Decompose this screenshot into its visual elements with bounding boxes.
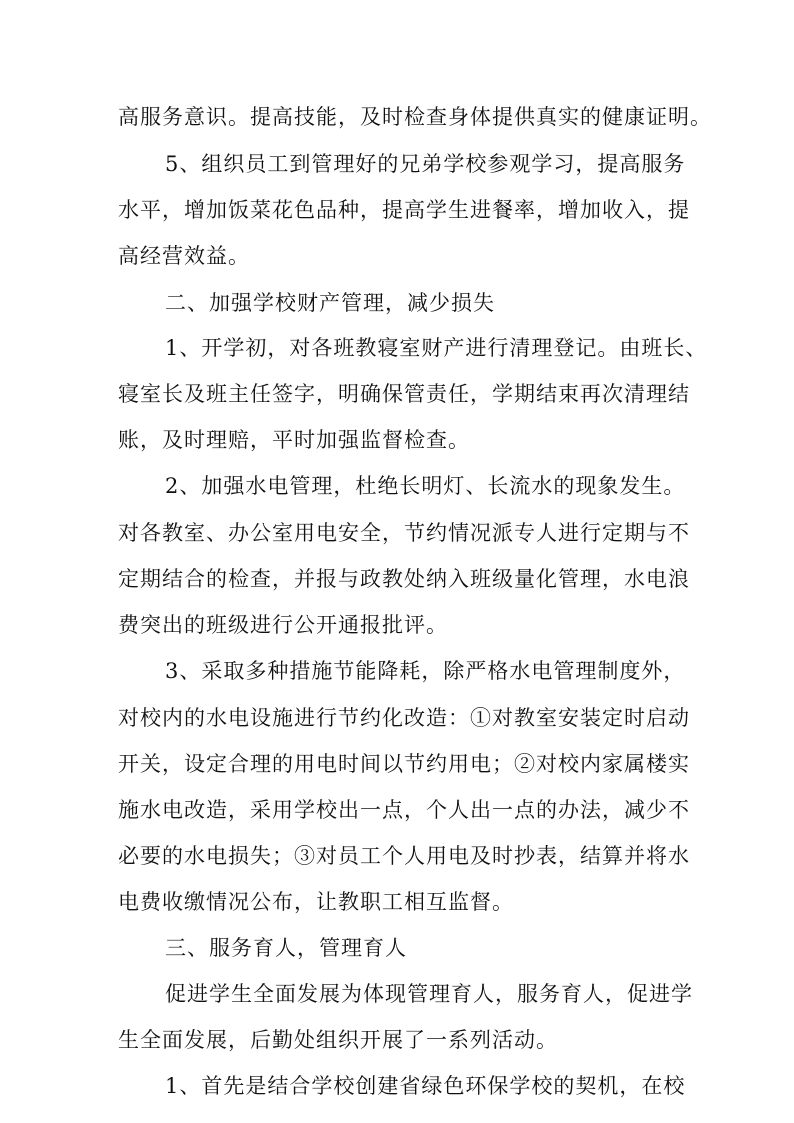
text-line: 1、首先是结合学校创建省绿色环保学校的契机，在校 — [165, 1074, 686, 1098]
text-line: 3、采取多种措施节能降耗，除严格水电管理制度外， — [165, 659, 686, 683]
text-line: 促进学生全面发展为体现管理育人，服务育人，促进学 — [165, 982, 693, 1006]
text-line: 开关，设定合理的用电时间以节约用电；②对校内家属楼实 — [118, 752, 690, 776]
text-line: 施水电改造，采用学校出一点，个人出一点的办法，减少不 — [118, 798, 690, 822]
text-line: 寝室长及班主任签字，明确保管责任，学期结束再次清理结 — [118, 382, 690, 406]
text-line: 高服务意识。提高技能，及时检查身体提供真实的健康证明。 — [118, 105, 712, 129]
section-heading: 二、加强学校财产管理，减少损失 — [165, 291, 495, 315]
text-line: 生全面发展，后勤处组织开展了一系列活动。 — [118, 1028, 558, 1052]
text-line: 定期结合的检查，并报与政教处纳入班级量化管理，水电浪 — [118, 567, 690, 591]
section-heading: 三、服务育人，管理育人 — [165, 936, 407, 960]
text-line: 对各教室、办公室用电安全，节约情况派专人进行定期与不 — [118, 521, 690, 545]
text-line: 对校内的水电设施进行节约化改造：①对教室安装定时启动 — [118, 706, 690, 730]
text-line: 费突出的班级进行公开通报批评。 — [118, 613, 448, 637]
text-line: 电费收缴情况公布，让教职工相互监督。 — [118, 890, 514, 914]
text-line: 2、加强水电管理，杜绝长明灯、长流水的现象发生。 — [165, 474, 686, 498]
text-line: 1、开学初，对各班教寝室财产进行清理登记。由班长、 — [165, 336, 708, 360]
text-line: 必要的水电损失；③对员工个人用电及时抄表，结算并将水 — [118, 844, 690, 868]
text-line: 账，及时理赔，平时加强监督检查。 — [118, 428, 470, 452]
text-line: 5、组织员工到管理好的兄弟学校参观学习，提高服务 — [165, 152, 686, 176]
text-line: 水平，增加饭菜花色品种，提高学生进餐率，增加收入，提 — [118, 198, 690, 222]
text-line: 高经营效益。 — [118, 244, 250, 268]
